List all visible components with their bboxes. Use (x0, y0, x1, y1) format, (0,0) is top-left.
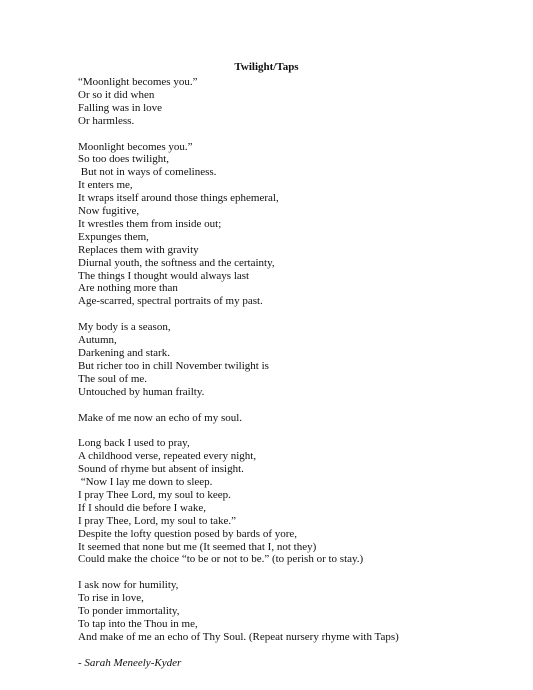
poem-line: And make of me an echo of Thy Soul. (Repeat nursery rhyme with Taps) (78, 630, 399, 643)
poem-line: The soul of me. (78, 372, 148, 385)
poem-line: But richer too in chill November twilight is (78, 359, 269, 372)
poem-line: It enters me, (78, 179, 133, 192)
poem-line: Moonlight becomes you.” (78, 140, 193, 153)
poem-line: But not in ways of comeliness. (78, 166, 217, 179)
poem-line: Make of me now an echo of my soul. (78, 411, 243, 424)
poem-line: It seemed that none but me (It seemed that I, not they) (78, 540, 317, 553)
poem-line: So too does twilight, (78, 153, 170, 166)
poem-line: “Now I lay me down to sleep. (78, 476, 213, 489)
poem-line: Or so it did when (78, 88, 155, 101)
poem-line: Could make the choice “to be or not to be.” (to perish or to stay.) (78, 553, 364, 566)
stanza-5 (78, 437, 518, 566)
poem-line: Or harmless. (78, 114, 135, 127)
poem-line: Autumn, (78, 334, 117, 347)
poem-line: It wraps itself around those things ephemeral, (78, 192, 279, 205)
poem-title: Twilight/Taps (234, 61, 299, 73)
poem-line: Replaces them with gravity (78, 243, 199, 256)
stanza-1 (78, 76, 518, 128)
poem-line: If I should die before I wake, (78, 501, 206, 514)
stanza-3 (78, 321, 518, 398)
poem-line: To ponder immortality, (78, 605, 180, 618)
poem-line: To rise in love, (78, 592, 144, 605)
stanza-4 (78, 412, 518, 425)
poem-line: A childhood verse, repeated every night, (78, 450, 257, 463)
poem-line: “Moonlight becomes you.” (78, 76, 198, 88)
poem-line: The things I thought would always last (78, 269, 250, 282)
poem-line: Despite the lofty question posed by bards of yore, (78, 527, 298, 540)
poem-line: Are nothing more than (78, 282, 178, 295)
poem-line: Expunges them, (78, 230, 149, 243)
poem-line: My body is a season, (78, 321, 171, 334)
poem-line: I pray Thee, Lord, my soul to take.” (78, 514, 237, 527)
poem-line: Sound of rhyme but absent of insight. (78, 463, 244, 476)
poem-line: I ask now for humility, (78, 579, 179, 592)
poem-line: It wrestles them from inside out; (78, 217, 222, 230)
poem-line: To tap into the Thou in me, (78, 617, 198, 630)
stanza-6 (78, 579, 518, 644)
poem-line: Untouched by human frailty. (78, 385, 205, 398)
poem-line: I pray Thee Lord, my soul to keep. (78, 488, 231, 501)
stanza-2 (78, 141, 518, 309)
poem-line: Now fugitive, (78, 205, 140, 218)
poem-line: Age-scarred, spectral portraits of my past. (78, 295, 263, 308)
poem-author: - Sarah Meneely-Kyder (78, 656, 182, 669)
poem-line: Long back I used to pray, (78, 437, 190, 450)
poem-line: Falling was in love (78, 101, 163, 114)
poem-line: Darkening and stark. (78, 347, 170, 359)
poem-line: Diurnal youth, the softness and the certainty, (78, 256, 275, 269)
poem-body (78, 76, 518, 670)
